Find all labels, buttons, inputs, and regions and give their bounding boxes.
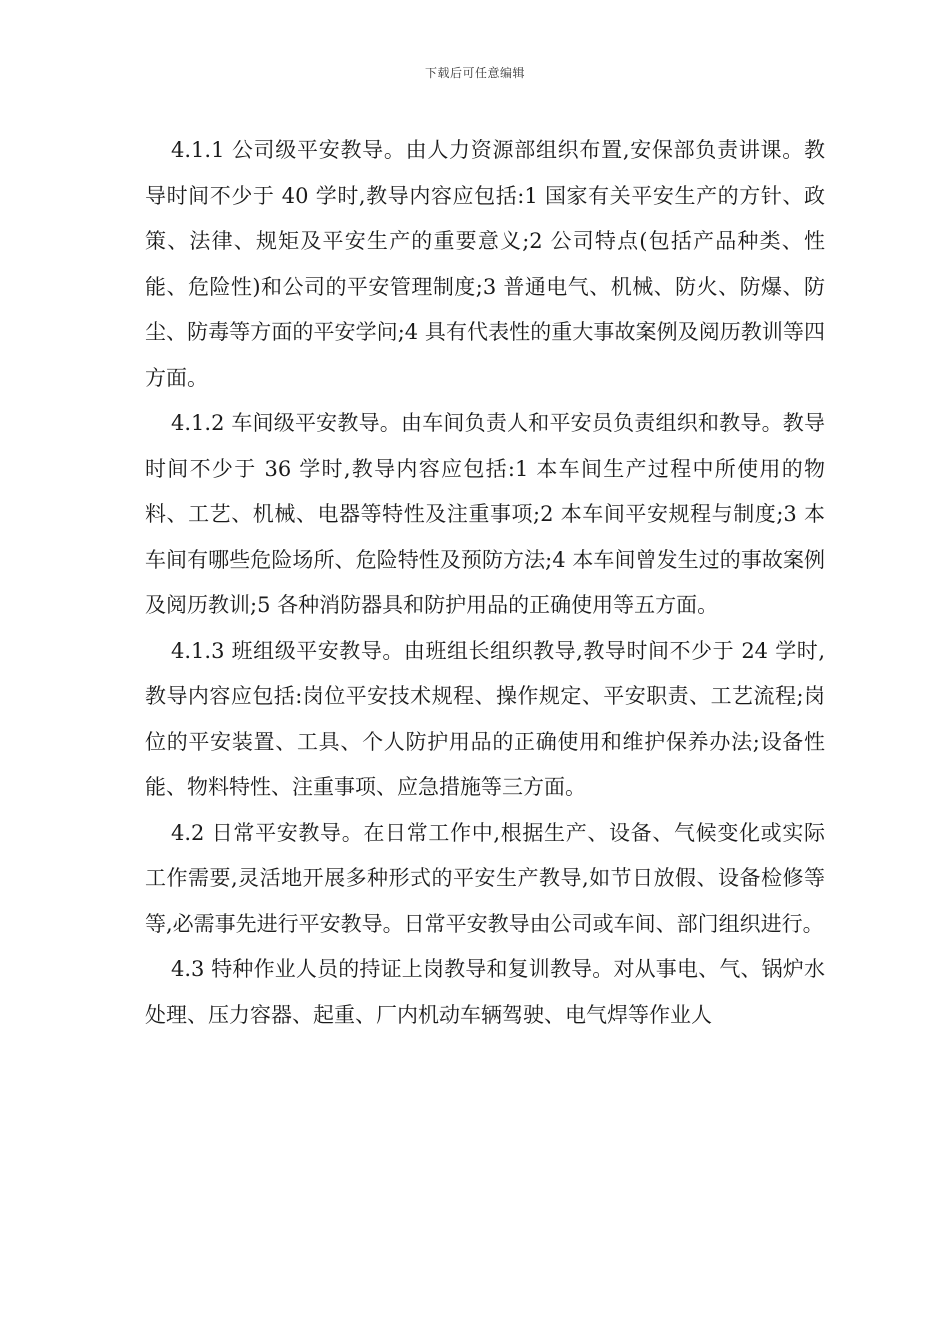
paragraph-4-1-3: 4.1.3 班组级平安教导。由班组长组织教导,教导时间不少于 24 学时,教导内容应包括:岗位平安技术规程、操作规定、平安职责、工艺流程;岗位的平安装置、工具、个人防护用品的正确使用和维护保养办法;设备性能、物料特性、注重事项、应急措施等三方面。: [145, 638, 825, 799]
paragraph-4-1-2: 4.1.2 车间级平安教导。由车间负责人和平安员负责组织和教导。教导时间不少于 36 学时,教导内容应包括:1 本车间生产过程中所使用的物料、工艺、机械、电器等特性及注重事项;2 本车间平安规程与制度;3 本车间有哪些危险场所、危险特性及预防方法;4 本车间曾发生过的事故案例及阅历教训;5 各种消防器具和防护用品的正确使用等五方面。: [145, 411, 825, 617]
paragraph-4-1-1: 4.1.1 公司级平安教导。由人力资源部组织布置,安保部负责讲课。教导时间不少于 40 学时,教导内容应包括:1 国家有关平安生产的方针、政策、法律、规矩及平安生产的重要意义;2 公司特点(包括产品种类、性能、危险性)和公司的平安管理制度;3 普通电气、机械、防火、防爆、防尘、防毒等方面的平安学问;4 具有代表性的重大事故案例及阅历教训等四方面。: [145, 138, 825, 390]
paragraph-4-2: 4.2 日常平安教导。在日常工作中,根据生产、设备、气候变化或实际工作需要,灵活地开展多种形式的平安生产教导,如节日放假、设备检修等等,必需事先进行平安教导。日常平安教导由公司或车间、部门组织进行。: [145, 820, 825, 936]
document-body: [145, 128, 825, 1038]
paragraph-4-3: 4.3 特种作业人员的持证上岗教导和复训教导。对从事电、气、锅炉水处理、压力容器、起重、厂内机动车辆驾驶、电气焊等作业人: [145, 957, 825, 1027]
page-header: 下载后可任意编辑: [424, 66, 525, 80]
